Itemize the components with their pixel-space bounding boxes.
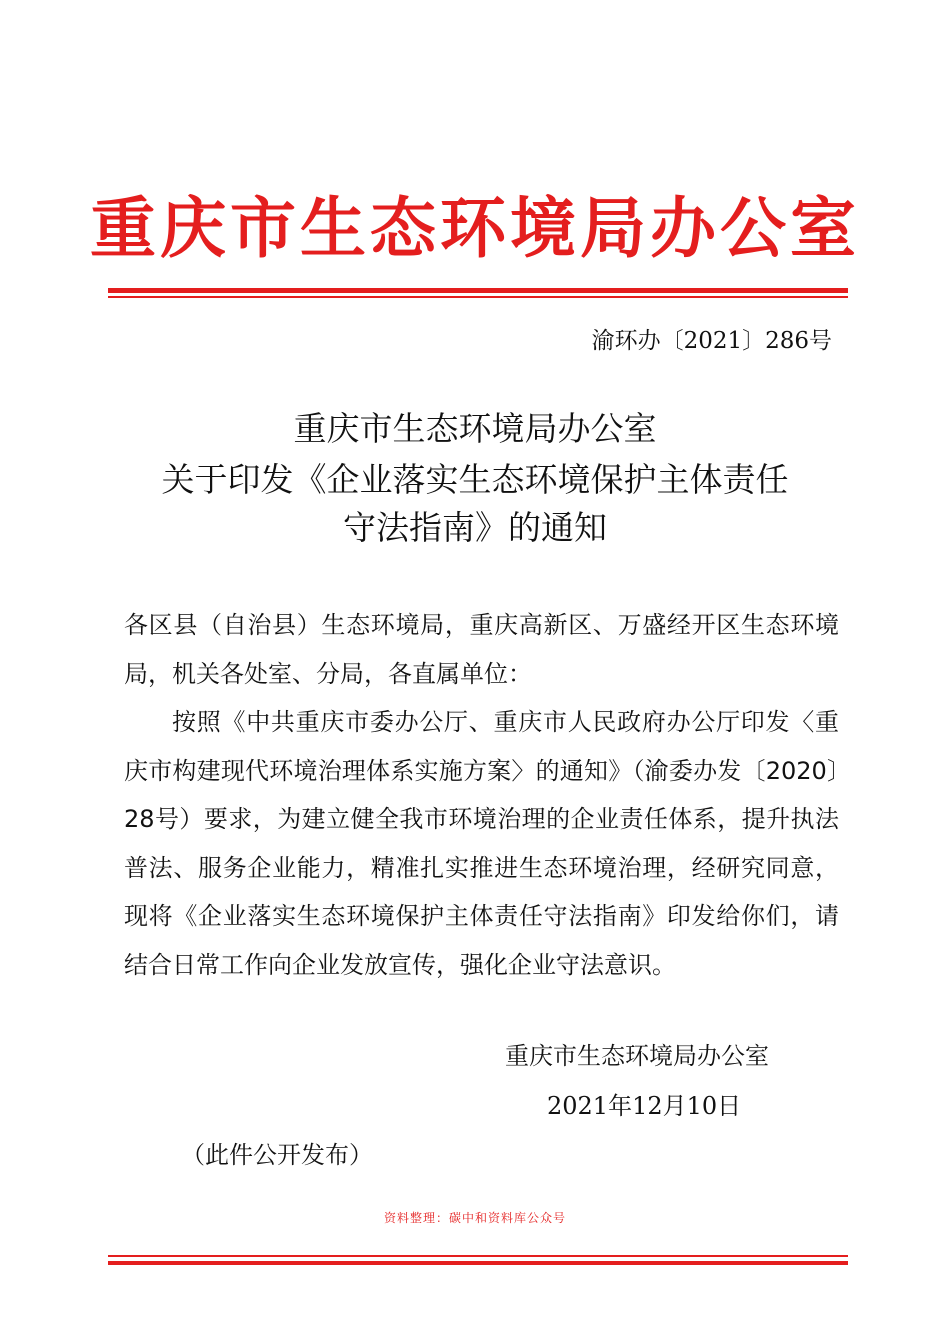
- document-title-line-1: 重庆市生态环境局办公室: [293, 409, 657, 448]
- masthead-rule-thick: [108, 288, 848, 293]
- publication-note: （此件公开发布）: [181, 1141, 373, 1169]
- document-title-line-2: 关于印发《企业落实生态环境保护主体责任: [161, 460, 789, 499]
- masthead-rule-thin: [108, 296, 848, 298]
- body-paragraph-1: 按照《中共重庆市委办公厅、重庆市人民政府办公厅印发〈重庆市构建现代环境治理体系实施方案〉的通知》（渝委办发〔2020〕28号）要求，为建立健全我市环境治理的企业责任体系，提升执法普法、服务企业能力，精准扎实推进生态环境治理，经研究同意，现将《企业落实生态环境保护主体责任守法指南》印发给你们，请结合日常工作向企业发放宣传，强化企业守法意识。: [124, 708, 839, 979]
- source-footnote: 资料整理：碳中和资料库公众号: [383, 1211, 566, 1225]
- document-body: [124, 601, 839, 989]
- footer-rule-thick: [108, 1261, 848, 1265]
- signature-issuer: 重庆市生态环境局办公室: [505, 1042, 769, 1070]
- recipients-paragraph: 各区县（自治县）生态环境局，重庆高新区、万盛经开区生态环境局，机关各处室、分局，各直属单位：: [124, 611, 839, 688]
- agency-masthead: 重庆市生态环境局办公室: [90, 190, 860, 267]
- document-number: 渝环办〔2021〕286号: [591, 328, 832, 354]
- document-title-line-3: 守法指南》的通知: [343, 508, 607, 547]
- signature-date: 2021年12月10日: [547, 1092, 742, 1120]
- footer-rule-thin: [108, 1255, 848, 1257]
